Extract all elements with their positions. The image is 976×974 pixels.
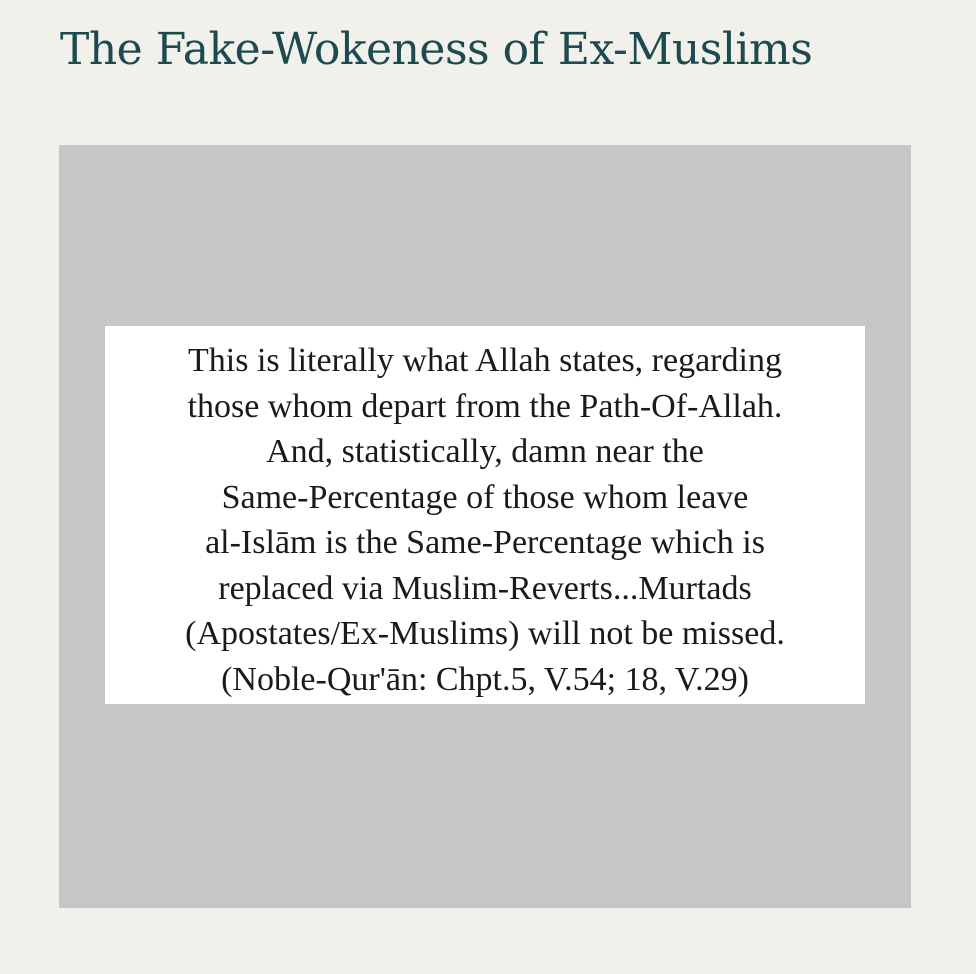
quote-line: replaced via Muslim-Reverts...Murtads xyxy=(218,569,752,607)
quote-line: al-Islām is the Same-Percentage which is xyxy=(205,524,765,561)
quote-line: (Apostates/Ex-Muslims) will not be missed. xyxy=(185,615,785,652)
post-image xyxy=(59,145,911,908)
post-title[interactable]: The Fake-Wokeness of Ex-Muslims xyxy=(60,24,813,75)
quote-line: This is literally what Allah states, regarding xyxy=(188,342,782,379)
quote-card xyxy=(105,326,865,704)
quote-line: Same-Percentage of those whom leave xyxy=(221,478,749,516)
quote-line: And, statistically, damn near the xyxy=(266,433,704,470)
quote-line: those whom depart from the Path-Of-Allah. xyxy=(187,387,783,425)
quote-citation: (Noble-Qur'ān: Chpt.5, V.54; 18, V.29) xyxy=(221,660,749,698)
